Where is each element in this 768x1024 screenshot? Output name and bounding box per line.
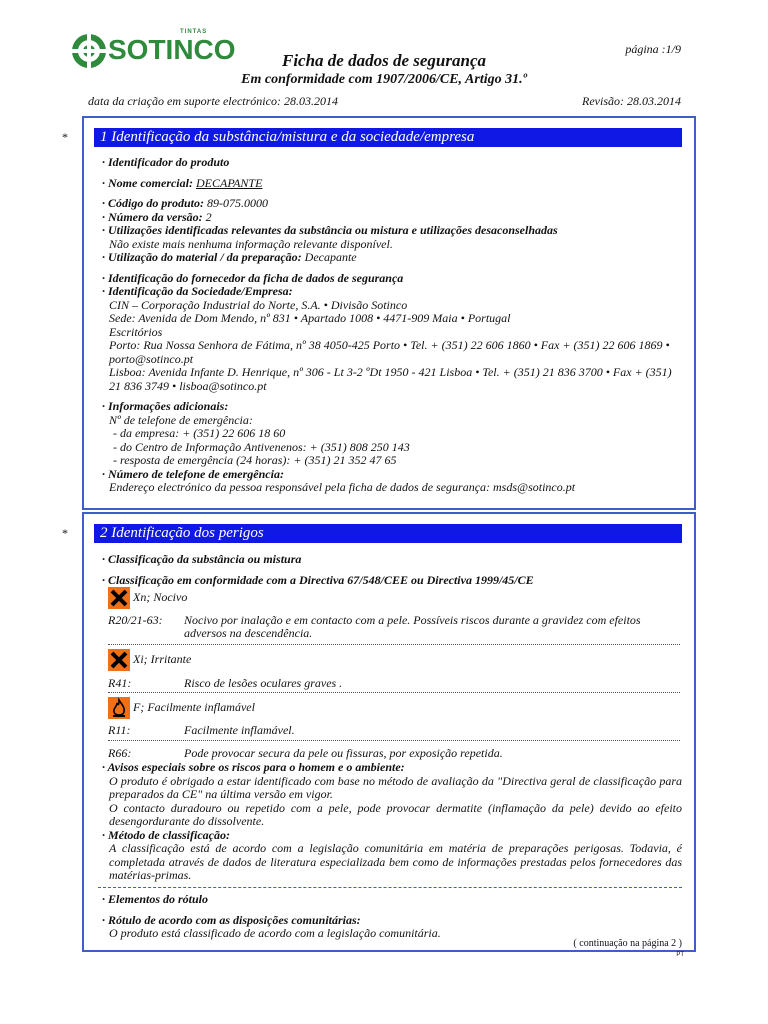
logo-tagline: TINTAS bbox=[180, 29, 208, 35]
creation-date: data da criação em suporte electrónico: 28.03.2014 bbox=[88, 94, 338, 108]
uses-text: Não existe mais nenhuma informação relevante disponível. bbox=[109, 236, 393, 251]
material-use-value: Decapante bbox=[304, 250, 357, 264]
community-label-title: · Rótulo de acordo com as disposições comunitárias: bbox=[102, 912, 361, 927]
hazard-xi-label: Xi; Irritante bbox=[133, 651, 192, 666]
special-warnings-text-2: O contacto duradouro ou repetido com a pele, pode provocar dermatite (inflamação da pele) devido ao efeito desengordurante do dissolvente. bbox=[109, 800, 682, 828]
page-number: página :1/9 bbox=[625, 42, 681, 56]
section-2-change-marker: * bbox=[62, 526, 68, 540]
dotted-separator bbox=[108, 644, 680, 645]
version-row bbox=[102, 211, 682, 225]
additional-info-label: · Informações adicionais: bbox=[102, 399, 229, 413]
risk-text: Risco de lesões oculares graves . bbox=[184, 676, 343, 690]
classification-label: · Classificação da substância ou mistura bbox=[102, 552, 302, 566]
section-2-notes bbox=[102, 761, 682, 883]
special-warnings-label: · Avisos especiais sobre os riscos para o homem e o ambiente: bbox=[102, 760, 405, 774]
material-use-label: · Utilização do material / da preparação: bbox=[102, 250, 305, 264]
company-line-5: Lisboa: Avenida Infante D. Henrique, nº 306 - Lt 3-2 ºDt 1950 - 421 Lisboa • Tel. + (351) 21 836 3700 • Fax + (351) 21 836 3749 • lisboa@sotinco.pt bbox=[109, 365, 672, 393]
product-code-row bbox=[102, 197, 682, 211]
community-label-text: O produto está classificado de acordo com a legislação comunitária. bbox=[109, 926, 441, 940]
classification-method-label: · Método de classificação: bbox=[102, 827, 230, 842]
special-warnings-text-1: O produto é obrigado a estar identificado com base no método de avaliação da "Directiva geral de classificação para preparados da CE" na última versão em vigor. bbox=[109, 773, 682, 801]
section-1-content bbox=[102, 156, 682, 495]
risk-text: Facilmente inflamável. bbox=[184, 723, 295, 737]
hazard-xn-label: Xn; Nocivo bbox=[133, 589, 188, 604]
supplier-label: · Identificação do fornecedor da ficha de dados de segurança bbox=[102, 270, 404, 285]
risk-code: R66: bbox=[108, 746, 132, 760]
irritant-x-icon bbox=[108, 649, 130, 671]
emergency-line-3: - resposta de emergência (24 horas): + (351) 21 352 47 65 bbox=[113, 453, 397, 467]
emergency-line-2: - do Centro de Informação Antivenenos: + (351) 808 250 143 bbox=[113, 439, 410, 454]
section-2-header bbox=[102, 553, 682, 587]
section-1-title: 1 Identificação da substância/mistura e da sociedade/empresa bbox=[94, 128, 682, 147]
document-title: Ficha de dados de segurança bbox=[282, 51, 486, 70]
risk-phrase-r20 bbox=[108, 614, 680, 642]
language-code: PT bbox=[676, 952, 684, 958]
hazard-xn-row bbox=[108, 587, 187, 609]
dashed-separator bbox=[98, 887, 682, 888]
dotted-separator bbox=[108, 692, 680, 693]
risk-code: R41: bbox=[108, 676, 132, 690]
hazard-xi-row bbox=[108, 649, 191, 671]
product-identifier-label: · Identificador do produto bbox=[102, 155, 230, 169]
company-line-1: CIN – Corporação Industrial do Norte, S.A. • Divisão Sotinco bbox=[109, 297, 408, 312]
continuation-note: ( continuação na página 2 ) bbox=[573, 938, 682, 949]
logo-wordmark: SOTINCO bbox=[108, 34, 236, 65]
version-label: · Número da versão: bbox=[102, 209, 206, 224]
responsible-email-line: Endereço electrónico da pessoa responsável pela ficha de dados de segurança: msds@sotinco.pt bbox=[109, 480, 576, 494]
risk-code: R20/21-63: bbox=[108, 613, 163, 627]
document-subtitle: Em conformidade com 1907/2006/CE, Artigo 31.º bbox=[241, 72, 527, 87]
uses-label: · Utilizações identificadas relevantes da substância ou mistura e utilizações desaconselhadas bbox=[102, 223, 558, 237]
label-elements-label: · Elementos do rótulo bbox=[102, 892, 209, 906]
company-line-2: Sede: Avenida de Dom Mendo, nº 831 • Apartado 1008 • 4471-909 Maia • Portugal bbox=[109, 311, 511, 325]
harmful-x-icon bbox=[108, 587, 130, 609]
emergency-title: Nº de telefone de emergência: bbox=[109, 412, 253, 427]
product-code-label: · Código do produto: bbox=[102, 196, 208, 210]
emergency-number-label: · Número de telefone de emergência: bbox=[102, 466, 284, 481]
product-code-value: 89-075.0000 bbox=[207, 196, 269, 210]
company-line-3: Escritórios bbox=[109, 324, 163, 339]
hazard-f-row bbox=[108, 697, 255, 719]
label-elements-block bbox=[102, 893, 682, 941]
classification-method-text: A classificação está de acordo com a legislação comunitária em matéria de preparações perigosas. Todavia, é completada através de dados de literatura especializada bem como de informações prestadas pelos fornecedores das matérias-primas. bbox=[109, 841, 682, 882]
hazard-f-label: F; Facilmente inflamável bbox=[133, 699, 255, 714]
dotted-separator bbox=[108, 740, 680, 741]
trade-name-row bbox=[102, 177, 682, 191]
risk-text: Nocivo por inalação e em contacto com a pele. Possíveis riscos durante a gravidez com efeitos adversos na descendência. bbox=[184, 613, 641, 640]
company-label: · Identificação da Sociedade/Empresa: bbox=[102, 284, 293, 298]
flame-icon bbox=[108, 697, 130, 719]
trade-name-value: DECAPANTE bbox=[195, 175, 263, 190]
material-use-row bbox=[102, 251, 682, 265]
company-line-4: Porto: Rua Nossa Senhora de Fátima, nº 38 4050-425 Porto • Tel. + (351) 22 606 1860 • Fax + (351) 22 606 1869 • porto@sotinco.pt bbox=[109, 338, 670, 366]
version-value: 2 bbox=[205, 209, 212, 224]
section-2-title: 2 Identificação dos perigos bbox=[94, 524, 682, 543]
risk-text: Pode provocar secura da pele ou fissuras, por exposição repetida. bbox=[184, 746, 503, 760]
directive-label: · Classificação em conformidade com a Directiva 67/548/CEE ou Directiva 1999/45/CE bbox=[102, 572, 534, 587]
risk-code: R11: bbox=[108, 723, 131, 737]
section-1-change-marker: * bbox=[62, 130, 68, 144]
revision-date: Revisão: 28.03.2014 bbox=[582, 94, 681, 108]
trade-name-label: · Nome comercial: bbox=[102, 175, 196, 190]
emergency-line-1: - da empresa: + (351) 22 606 18 60 bbox=[113, 426, 286, 440]
